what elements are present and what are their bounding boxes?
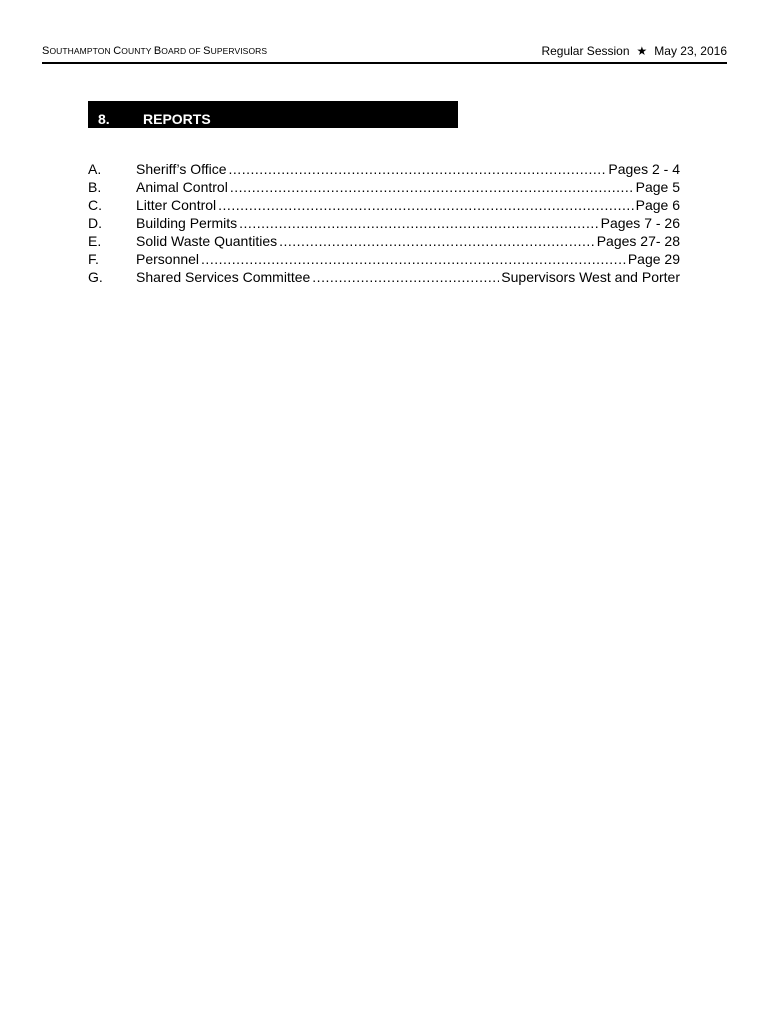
list-item: [88, 178, 680, 196]
item-pages: Pages 27- 28: [596, 233, 680, 249]
item-pages: Pages 7 - 26: [600, 215, 680, 231]
list-item: [88, 268, 680, 286]
item-letter: D.: [88, 215, 102, 231]
item-name: Building Permits: [136, 215, 238, 231]
item-name: Litter Control: [136, 197, 217, 213]
dot-leader: [279, 232, 595, 250]
item-name: Personnel: [136, 251, 200, 267]
list-item: [88, 214, 680, 232]
section-heading: [88, 101, 458, 128]
reports-list: [88, 160, 680, 286]
item-pages: Page 29: [627, 251, 680, 267]
dot-leader: [229, 160, 607, 178]
dot-leader: [201, 250, 626, 268]
dot-leader: [312, 268, 499, 286]
org-word: BOARD OF: [153, 45, 204, 57]
page-header: [42, 44, 727, 64]
item-pages: Page 6: [635, 197, 680, 213]
session-date: May 23, 2016: [654, 44, 727, 58]
org-word: SOUTHAMPTON: [42, 45, 114, 57]
list-item: [88, 250, 680, 268]
item-pages: Page 5: [635, 179, 680, 195]
list-item: [88, 196, 680, 214]
item-letter: B.: [88, 179, 102, 195]
dot-leader: [239, 214, 598, 232]
item-letter: C.: [88, 197, 102, 213]
item-letter: F.: [88, 251, 99, 267]
organization-name: [42, 45, 267, 57]
list-item: [88, 160, 680, 178]
item-pages: Supervisors West and Porter: [501, 269, 680, 285]
item-pages: Pages 2 - 4: [608, 161, 680, 177]
item-name: Sheriff’s Office: [136, 161, 227, 177]
session-label: Regular Session: [541, 44, 630, 58]
dot-leader: [230, 178, 634, 196]
item-letter: E.: [88, 233, 102, 249]
section-title: REPORTS: [143, 111, 211, 127]
org-word: COUNTY: [113, 45, 154, 57]
item-letter: A.: [88, 161, 102, 177]
item-name: Solid Waste Quantities: [136, 233, 278, 249]
dot-leader: [218, 196, 633, 214]
session-info: [541, 44, 727, 58]
section-number: 8.: [98, 111, 110, 127]
item-name: Animal Control: [136, 179, 228, 195]
item-letter: G.: [88, 269, 103, 285]
org-word: SUPERVISORS: [203, 45, 268, 57]
star-icon: ★: [636, 44, 648, 58]
list-item: [88, 232, 680, 250]
item-name: Shared Services Committee: [136, 269, 311, 285]
